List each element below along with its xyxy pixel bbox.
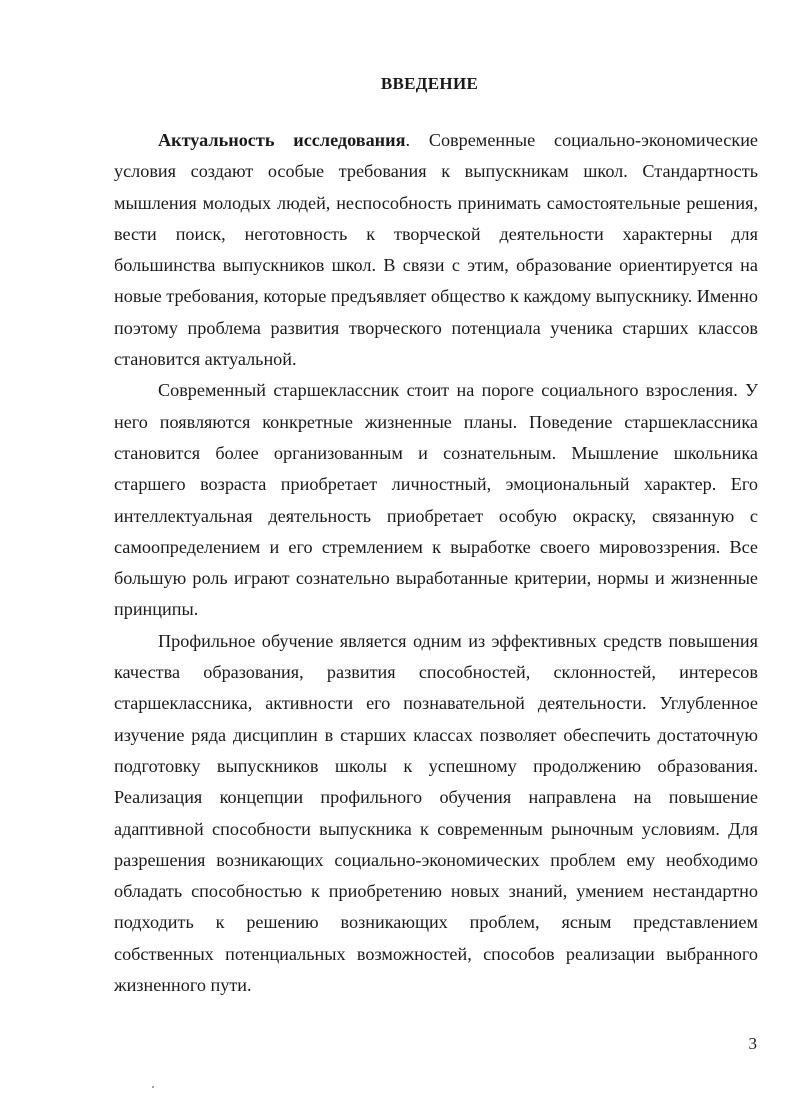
page-title: ВВЕДЕНИЕ	[380, 74, 479, 93]
paragraph-profile-education	[114, 626, 758, 1002]
paragraph-senior-student	[114, 375, 758, 625]
body-text	[114, 125, 758, 1001]
paragraph-text: Современный старшеклассник стоит на пороге социального взросления. У него появляются конкретные жизненные планы. Поведение старшеклассника становится более организованным и сознательным. Мышление школьника старшего возраста приобретает личностный, эмоциональный характер. Его интеллектуальная деятельность приобретает особую окраску, связанную с самоопределением и его стремлением к выработке своего мировоззрения. Все большую роль играют сознательно выработанные критерии, нормы и жизненные принципы.	[114, 380, 758, 620]
paragraph-text: . Современные социально-экономические условия создают особые требования к выпускникам школ. Стандартность мышления молодых людей, неспособность принимать самостоятельные решения, вести поиск, неготовность к творческой деятельности характерны для большинства выпускников школ. В связи с этим, образование ориентируется на новые требования, которые предъявляет общество к каждому выпускнику. Именно поэтому проблема развития творческого потенциала ученика старших классов становится актуальной.	[114, 130, 758, 370]
paragraph-text: Профильное обучение является одним из эффективных средств повышения качества образования, развития способностей, склонностей, интересов старшеклассника, активности его познавательной деятельности. Углубленное изучение ряда дисциплин в старших классах позволяет обеспечить достаточную подготовку выпускников школы к успешному продолжению образования. Реализация концепции профильного обучения направлена на повышение адаптивной способности выпускника к современным рыночным условиям. Для разрешения возникающих социально-экономических проблем ему необходимо обладать способностью к приобретению новых знаний, умением нестандартно подходить к решению возникающих проблем, ясным представлением собственных потенциальных возможностей, способов реализации выбранного жизненного пути.	[114, 630, 758, 996]
paragraph-lead: Актуальность исследования	[158, 130, 406, 150]
paragraph-relevance	[114, 125, 758, 375]
page-number: 3	[748, 1034, 757, 1053]
scan-speck	[152, 1086, 154, 1088]
